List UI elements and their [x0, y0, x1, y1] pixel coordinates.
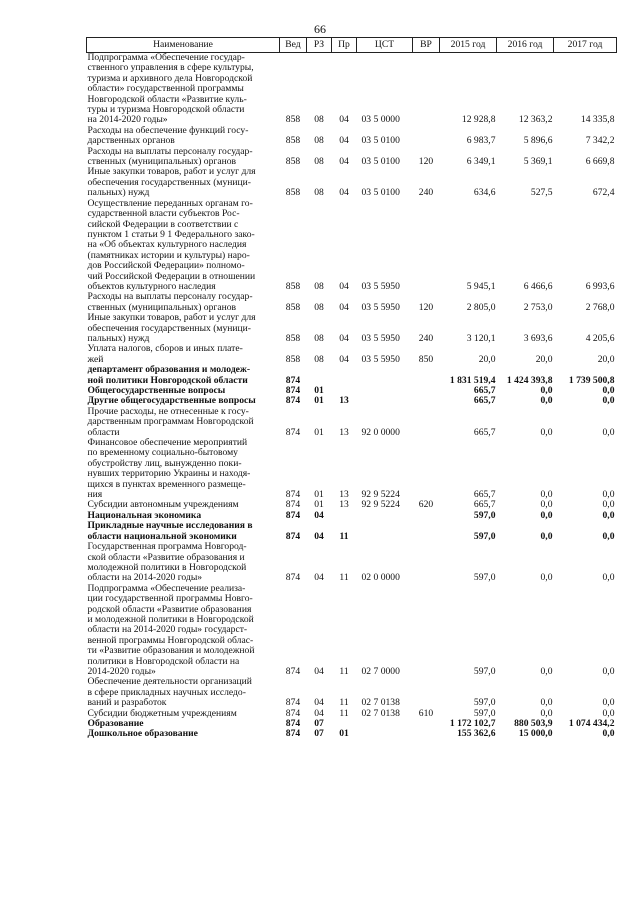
row-vr — [413, 542, 440, 584]
row-name: Образование — [87, 718, 144, 729]
row-name: Прикладные научные исследования в области национальной экономики — [87, 520, 253, 542]
row-name: Государственная программа Новгород- ской области «Развитие образования и молодежной политики в Новгородской области на 2014-2020 годы» — [87, 541, 247, 584]
row-name: Иные закупки товаров, работ и услуг для обеспечения государственных (муници- пальных) нужд — [87, 312, 256, 344]
row-2017: 0,0 — [602, 385, 615, 396]
row-rz: 01 — [314, 499, 324, 511]
row-ved: 858 — [285, 135, 301, 147]
header-2016: 2016 год — [497, 38, 554, 53]
row-cst: 02 7 0138 — [361, 697, 400, 709]
row-pr: 04 — [339, 114, 349, 126]
row-rz: 04 — [314, 665, 324, 677]
header-2017: 2017 год — [554, 38, 617, 53]
row-name: Обеспечение деятельности организаций в сфере прикладных научных исследо- ваний и разработок — [87, 676, 252, 709]
row-vr — [413, 584, 440, 678]
row-2016: 0,0 — [540, 426, 553, 438]
row-ved: 874 — [285, 395, 301, 407]
row-2016: 0,0 — [540, 385, 553, 396]
row-rz: 07 — [314, 728, 324, 740]
table-row — [87, 521, 617, 542]
row-2015: 597,0 — [473, 572, 496, 584]
table-row — [87, 344, 617, 365]
row-ved: 858 — [285, 187, 301, 199]
row-2016: 880 503,9 — [514, 718, 553, 729]
row-2015: 597,0 — [473, 707, 496, 719]
row-2015: 5 945,1 — [466, 280, 496, 292]
row-ved: 858 — [285, 332, 301, 344]
row-cst: 03 5 5950 — [361, 332, 400, 344]
row-vr — [413, 365, 440, 386]
row-cst: 03 5 0100 — [361, 156, 400, 168]
row-2015: 155 362,6 — [457, 728, 496, 740]
row-2017: 0,0 — [602, 395, 615, 407]
row-2017: 2 768,0 — [585, 301, 615, 313]
row-cst — [357, 396, 413, 406]
row-ved: 874 — [285, 509, 301, 521]
row-vr: 120 — [418, 156, 434, 168]
row-2016: 2 753,0 — [523, 301, 553, 313]
row-2016: 0,0 — [540, 395, 553, 407]
row-vr — [413, 386, 440, 396]
row-2016: 0,0 — [540, 489, 553, 501]
header-name: Наименование — [87, 38, 280, 53]
row-2015: 665,7 — [473, 395, 496, 407]
row-2015: 665,7 — [473, 385, 496, 396]
row-2016: 6 466,6 — [523, 280, 553, 292]
table-row — [87, 584, 617, 678]
row-2015: 20,0 — [478, 353, 496, 365]
row-pr: 04 — [339, 135, 349, 147]
row-2017: 0,0 — [602, 572, 615, 584]
row-pr: 11 — [339, 530, 349, 542]
row-ved: 858 — [285, 353, 301, 365]
row-cst — [357, 365, 413, 386]
row-rz: 04 — [314, 707, 324, 719]
row-2016: 0,0 — [540, 665, 553, 677]
row-2016: 12 363,2 — [518, 114, 553, 126]
header-pr: Пр — [332, 38, 357, 53]
table-row — [87, 729, 617, 739]
table-row — [87, 542, 617, 584]
row-rz: 04 — [314, 572, 324, 584]
table-row — [87, 199, 617, 293]
row-2017: 4 205,6 — [585, 332, 615, 344]
row-ved: 874 — [285, 426, 301, 438]
header-2015: 2015 год — [440, 38, 497, 53]
row-2017: 672,4 — [592, 187, 615, 199]
row-pr: 13 — [339, 395, 349, 407]
row-ved: 874 — [285, 707, 301, 719]
row-2015: 6 349,1 — [466, 156, 496, 168]
row-pr: 13 — [339, 426, 349, 438]
row-2016: 20,0 — [535, 353, 553, 365]
row-cst: 03 5 0000 — [361, 114, 400, 126]
row-vr — [413, 53, 440, 126]
row-2015: 665,7 — [473, 499, 496, 511]
table-row — [87, 438, 617, 500]
row-pr: 13 — [339, 489, 349, 501]
row-pr — [332, 365, 357, 386]
row-2017: 0,0 — [602, 697, 615, 709]
row-cst: 02 7 0000 — [361, 665, 400, 677]
row-rz: 08 — [314, 353, 324, 365]
row-cst: 03 5 0100 — [361, 135, 400, 147]
row-ved: 874 — [285, 489, 301, 501]
row-2016: 0,0 — [540, 572, 553, 584]
table-row — [87, 53, 617, 126]
row-name: Субсидии бюджетным учреждениям — [87, 707, 237, 719]
row-2017: 0,0 — [602, 489, 615, 501]
row-2017: 1 739 500,8 — [568, 374, 615, 386]
row-2017: 6 993,6 — [585, 280, 615, 292]
row-rz: 08 — [314, 280, 324, 292]
row-rz: 08 — [314, 332, 324, 344]
row-name: Иные закупки товаров, работ и услуг для обеспечения государственных (муници- пальных) нужд — [87, 166, 256, 199]
row-vr: 620 — [418, 499, 434, 511]
row-ved: 874 — [285, 728, 301, 740]
row-2015: 665,7 — [473, 426, 496, 438]
row-ved: 874 — [285, 374, 301, 386]
row-rz — [307, 365, 332, 386]
table-row — [87, 313, 617, 344]
row-cst — [357, 729, 413, 739]
row-2016: 0,0 — [540, 530, 553, 542]
row-2015: 634,6 — [473, 187, 496, 199]
row-vr: 610 — [418, 707, 434, 719]
row-2017: 1 074 434,2 — [568, 718, 615, 729]
table-row — [87, 677, 617, 708]
row-name: департамент образования и молодеж- ной политики Новгородской области — [87, 364, 251, 386]
row-2015: 1 831 519,4 — [449, 374, 496, 386]
row-2016: 5 896,6 — [523, 135, 553, 147]
table-body — [87, 53, 617, 740]
header-vr: ВР — [413, 38, 440, 53]
row-2015: 12 928,8 — [461, 114, 496, 126]
row-2016: 527,5 — [530, 187, 553, 199]
row-pr: 04 — [339, 156, 349, 168]
row-ved: 874 — [285, 718, 301, 729]
table-row — [87, 167, 617, 198]
row-ved: 874 — [285, 665, 301, 677]
row-pr: 01 — [339, 728, 349, 740]
row-2016: 0,0 — [540, 499, 553, 511]
row-name: Субсидии автономным учреждениям — [87, 499, 239, 511]
row-rz: 01 — [314, 489, 324, 501]
row-rz: 07 — [314, 718, 324, 729]
row-vr — [413, 199, 440, 293]
row-2016: 15 000,0 — [518, 728, 553, 740]
row-2016: 0,0 — [540, 697, 553, 709]
table-row — [87, 365, 617, 386]
row-pr: 11 — [339, 572, 349, 584]
row-pr: 11 — [339, 697, 349, 709]
table-row — [87, 292, 617, 313]
row-2015: 597,0 — [473, 697, 496, 709]
row-2016: 1 424 393,8 — [506, 374, 553, 386]
table-row — [87, 407, 617, 438]
row-ved: 858 — [285, 114, 301, 126]
row-pr: 04 — [339, 187, 349, 199]
row-name: Расходы на выплаты персоналу государ- ственных (муниципальных) органов — [87, 291, 253, 313]
row-name: Общегосударственные вопросы — [87, 385, 226, 396]
table-row — [87, 147, 617, 168]
row-vr — [413, 407, 440, 438]
row-vr: 120 — [418, 301, 434, 313]
row-name: Подпрограмма «Обеспечение реализа- ции государственной программы Новго- родской области «Развитие образования и молодежной политики в Новгородской области на 2014-2020 годы» государст- венной программы Новгородской облас- ти «Развитие образования и молодежной политики в Новгородской области на 2014-2020 годы» — [87, 582, 255, 677]
row-rz: 04 — [314, 509, 324, 521]
row-rz: 04 — [314, 697, 324, 709]
row-2015: 597,0 — [473, 509, 496, 521]
row-2017: 0,0 — [602, 509, 615, 521]
row-vr — [413, 729, 440, 739]
row-2017: 0,0 — [602, 499, 615, 511]
row-cst: 92 9 5224 — [361, 489, 400, 501]
row-2017: 0,0 — [602, 426, 615, 438]
row-2015: 1 172 102,7 — [449, 718, 496, 729]
row-cst: 92 9 5224 — [361, 499, 400, 511]
row-2015: 597,0 — [473, 530, 496, 542]
row-2017: 6 669,8 — [585, 156, 615, 168]
row-2017: 7 342,2 — [585, 135, 615, 147]
row-ved: 874 — [285, 697, 301, 709]
row-pr: 13 — [339, 499, 349, 511]
row-ved: 858 — [285, 301, 301, 313]
row-pr: 04 — [339, 280, 349, 292]
row-vr — [413, 511, 440, 521]
row-2015: 6 983,7 — [466, 135, 496, 147]
row-2016: 5 369,1 — [523, 156, 553, 168]
row-name: Другие общегосударственные вопросы — [87, 395, 256, 407]
row-rz: 01 — [314, 426, 324, 438]
row-cst: 03 5 5950 — [361, 353, 400, 365]
row-2015: 665,7 — [473, 489, 496, 501]
row-2017: 0,0 — [602, 665, 615, 677]
row-pr: 04 — [339, 301, 349, 313]
row-cst: 02 0 0000 — [361, 572, 400, 584]
row-name: Национальная экономика — [87, 509, 202, 521]
row-cst: 03 5 5950 — [361, 301, 400, 313]
row-vr — [413, 677, 440, 708]
row-rz: 08 — [314, 114, 324, 126]
row-pr: 11 — [339, 665, 349, 677]
row-2015: 3 120,1 — [466, 332, 496, 344]
page-number: 66 — [314, 22, 326, 36]
row-vr: 240 — [418, 332, 434, 344]
row-2015: 2 805,0 — [466, 301, 496, 313]
row-name: Прочие расходы, не отнесенные к госу- дарственным программам Новгородской области — [87, 405, 254, 438]
row-name: Осуществление переданных органам го- сударственной власти субъектов Рос- сийской Федерации в соответствии с пунктом 1 статьи 9 1 Федерального зако- на «Об объектах культурного наследия (памятниках истории и культуры) наро- дов Российской Федерации» полномо- чий Российской Федерации в отношении объектов культурного наследия — [87, 197, 256, 292]
row-vr: 240 — [418, 187, 434, 199]
row-ved: 858 — [285, 280, 301, 292]
row-name: Расходы на выплаты персоналу государ- ственных (муниципальных) органов — [87, 145, 253, 168]
row-cst: 02 7 0138 — [361, 707, 400, 719]
row-pr: 11 — [339, 707, 349, 719]
row-name: Финансовое обеспечение мероприятий по временному социально-бытовому обустройству лиц, вынужденно поки- нувших территорию Украины и находя- щихся в пунктах временного размеще- ния — [87, 437, 251, 501]
row-2015: 597,0 — [473, 665, 496, 677]
row-vr — [413, 126, 440, 147]
row-name: Уплата налогов, сборов и иных платe- жей — [87, 343, 243, 365]
row-rz: 01 — [314, 395, 324, 407]
row-2016: 3 693,6 — [523, 332, 553, 344]
row-ved: 874 — [285, 499, 301, 511]
header-rz: РЗ — [307, 38, 332, 53]
row-vr — [413, 719, 440, 729]
row-cst — [357, 511, 413, 521]
row-cst — [357, 719, 413, 729]
row-rz: 08 — [314, 156, 324, 168]
table-header — [87, 38, 617, 53]
table-row — [87, 126, 617, 147]
row-2016: 0,0 — [540, 707, 553, 719]
row-rz: 01 — [314, 385, 324, 396]
header-ved: Вед — [280, 38, 307, 53]
row-rz: 08 — [314, 135, 324, 147]
row-2017: 20,0 — [597, 353, 615, 365]
row-cst — [357, 521, 413, 542]
row-2017: 0,0 — [602, 707, 615, 719]
row-name: Дошкольное образование — [87, 728, 198, 740]
budget-table — [86, 37, 617, 740]
row-name: Расходы на обеспечение функций госу- дарственных органов — [87, 124, 249, 147]
row-pr: 04 — [339, 332, 349, 344]
row-ved: 874 — [285, 530, 301, 542]
row-2017: 0,0 — [602, 728, 615, 740]
row-cst — [357, 386, 413, 396]
row-cst: 03 5 0100 — [361, 187, 400, 199]
row-pr — [332, 511, 357, 521]
row-rz: 04 — [314, 530, 324, 542]
row-name: Подпрограмма «Обеспечение государ- ственного управления в сфере культуры, туризма и архивного дела Новгородской области» государственной программы Новгородской области «Развитие куль- туры и туризма Новгородской области на 2014-2020 годы» — [87, 52, 254, 126]
row-rz: 08 — [314, 301, 324, 313]
row-cst: 03 5 5950 — [361, 280, 400, 292]
header-cst: ЦСТ — [357, 38, 413, 53]
row-vr — [413, 396, 440, 406]
row-cst: 92 0 0000 — [361, 426, 400, 438]
row-2017: 0,0 — [602, 530, 615, 542]
row-vr — [413, 521, 440, 542]
row-pr: 04 — [339, 353, 349, 365]
row-ved: 874 — [285, 572, 301, 584]
row-vr: 850 — [418, 353, 434, 365]
row-2016: 0,0 — [540, 509, 553, 521]
row-ved: 858 — [285, 156, 301, 168]
row-rz: 08 — [314, 187, 324, 199]
row-2017: 14 335,8 — [580, 114, 615, 126]
row-ved: 874 — [285, 385, 301, 396]
row-vr — [413, 438, 440, 500]
